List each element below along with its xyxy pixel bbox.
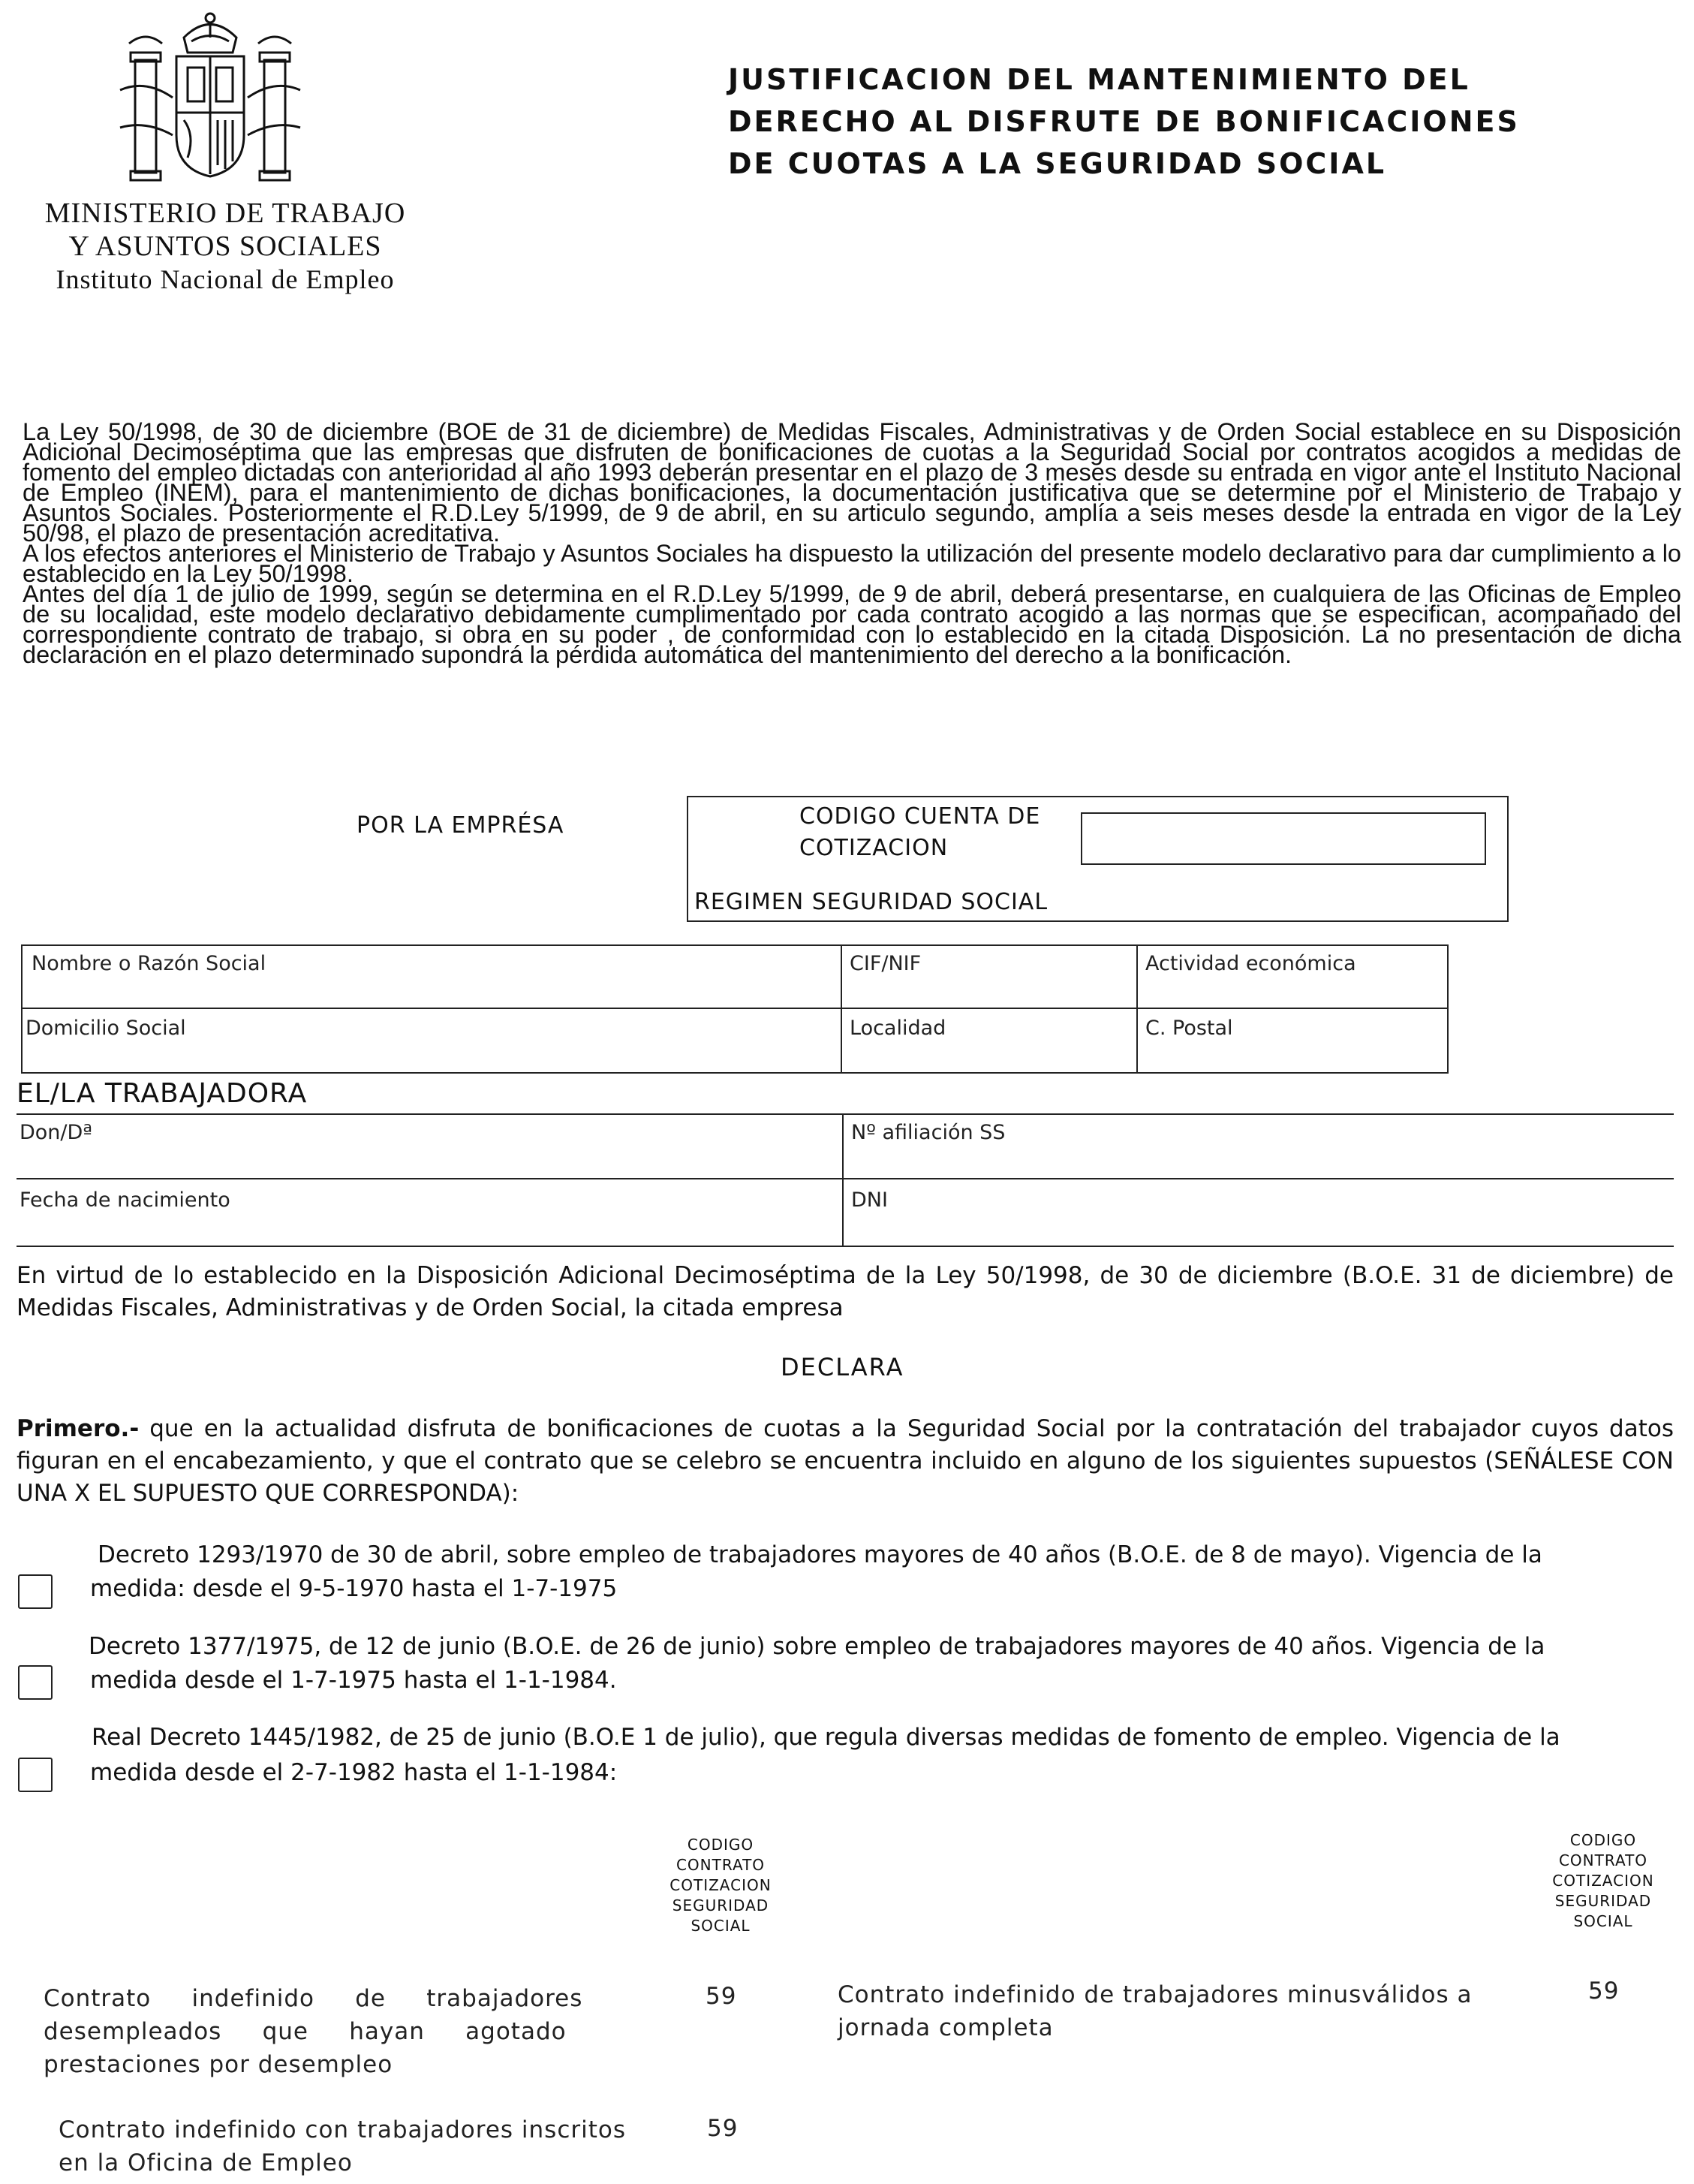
form-title-line-2: DERECHO AL DISFRUTE DE BONIFICACIONES xyxy=(728,105,1520,138)
primero-label: Primero.- xyxy=(17,1415,140,1442)
code-header-line: SOCIAL xyxy=(1573,1912,1633,1930)
don-label: Don/Dª xyxy=(20,1121,93,1144)
option-1975-line-1: Decreto 1377/1975, de 12 de junio (B.O.E. de 26 de junio) sobre empleo de trabajadores mayores de 40 años. Vigencia de la xyxy=(89,1633,1545,1660)
dni-label: DNI xyxy=(851,1188,888,1212)
code-header-line: CONTRATO xyxy=(1558,1851,1648,1869)
institute-name: Instituto Nacional de Empleo xyxy=(56,264,395,294)
actividad-field[interactable] xyxy=(1139,975,1446,1006)
intro-paragraph-2: A los efectos anteriores el Ministerio de Trabajo y Asuntos Sociales ha dispuesto la utilización del presente modelo declarativo para dar cumplimiento a lo establecido en la Ley 50/1998. xyxy=(23,540,1681,587)
domicilio-field[interactable] xyxy=(23,1039,839,1071)
contract-line: desempleados que hayan agotado xyxy=(44,2018,567,2045)
contract-line: jornada completa xyxy=(838,2014,1054,2041)
contract-line: Contrato indefinido de trabajadores minusválidos a xyxy=(838,1981,1473,2008)
option-1975-line-2: medida desde el 1-7-1975 hasta el 1-1-1984. xyxy=(90,1667,617,1694)
fecha-nacimiento-field[interactable] xyxy=(18,1212,841,1244)
option-1970-line-1: Decreto 1293/1970 de 30 de abril, sobre empleo de trabajadores mayores de 40 años (B.O.E. de 8 de mayo). Vigencia de la xyxy=(98,1541,1542,1568)
nombre-field[interactable] xyxy=(23,975,839,1006)
dni-field[interactable] xyxy=(845,1212,1671,1244)
fecha-nacimiento-label: Fecha de nacimiento xyxy=(20,1188,230,1212)
primero-text: que en la actualidad disfruta de bonificaciones de cuotas a la Seguridad Social por la contratación del trabajador cuyos datos figuran en el encabezamiento, y que el contrato que se celebro se encuentra incluido en alguno de los siguientes supuestos (SEÑÁLESE CON UNA X EL SUPUESTO QUE CORRESPONDA): xyxy=(17,1415,1674,1507)
contract-code-minusvalidos: 59 xyxy=(1588,1978,1620,2005)
code-header-line: CODIGO xyxy=(1569,1831,1637,1849)
code-header-line: CODIGO xyxy=(687,1836,754,1854)
codigo-cuenta-input[interactable] xyxy=(1081,812,1486,865)
trabajador-heading: EL/LA TRABAJADORA xyxy=(17,1078,308,1109)
form-title-line-1: JUSTIFICACION DEL MANTENIMIENTO DEL xyxy=(728,63,1470,96)
code-header-line: SEGURIDAD xyxy=(672,1896,769,1914)
option-checkbox-1982[interactable] xyxy=(18,1758,53,1792)
company-table xyxy=(21,944,1449,1074)
ministry-name-line-2: Y ASUNTOS SOCIALES xyxy=(68,230,382,262)
codigo-cuenta-label: CODIGO CUENTA DE xyxy=(799,803,1041,830)
intro-paragraph-1: La Ley 50/1998, de 30 de diciembre (BOE de 31 de diciembre) de Medidas Fiscales, Administrativas y de Orden Social establece en su Disposición Adicional Decimoséptima que las empresas que disfruten de bonificaciones de cuotas a la Seguridad Social por contratos acogidos a medidas de fomento del empleo dictadas con anterioridad al año 1993 deberán presentar en el plazo de 3 meses desde su entrada en vigor ante el Instituto Nacional de Empleo (INEM), para el mantenimiento de dichas bonificaciones, la documentación justificativa que se determine por el Ministerio de Trabajo y Asuntos Sociales. Posteriormente el R.D.Ley 5/1999, de 9 de abril, en su articulo segundo, amplía a seis meses desde la entrada en vigor de la Ley 50/98, el plazo de presentación acreditativa. xyxy=(23,418,1681,547)
code-header-line: SOCIAL xyxy=(691,1917,751,1935)
intro-text xyxy=(23,418,1681,668)
option-1982-line-2: medida desde el 2-7-1982 hasta el 1-1-1984: xyxy=(90,1759,618,1786)
contract-minusvalidos xyxy=(838,1978,1543,2044)
contract-code-inscritos: 59 xyxy=(707,2115,739,2142)
worker-table xyxy=(17,1113,1674,1249)
afiliacion-label: Nº afiliación SS xyxy=(851,1121,1006,1144)
localidad-field[interactable] xyxy=(844,1039,1135,1071)
option-checkbox-1975[interactable] xyxy=(18,1665,53,1700)
nombre-label: Nombre o Razón Social xyxy=(32,952,266,975)
code-header-line: CONTRATO xyxy=(675,1856,766,1874)
contract-line: Contrato indefinido con trabajadores inscritos xyxy=(59,2116,626,2143)
option-1970-line-2: medida: desde el 9-5-1970 hasta el 1-7-1975 xyxy=(90,1575,618,1602)
code-column-header-right xyxy=(1528,1830,1678,1932)
spanish-coat-of-arms-icon xyxy=(113,8,308,195)
cotizacion-label: COTIZACION xyxy=(799,835,949,861)
contract-line: Contrato indefinido de trabajadores xyxy=(44,1985,583,2012)
actividad-label: Actividad económica xyxy=(1145,952,1356,975)
primero-paragraph xyxy=(17,1413,1674,1510)
cif-field[interactable] xyxy=(844,975,1135,1006)
por-la-empresa-label: POR LA EMPRÉSA xyxy=(357,812,564,839)
intro-paragraph-3: Antes del día 1 de julio de 1999, según se determina en el R.D.Ley 5/1999, de 9 de abril, deberá presentarse, en cualquiera de las Oficinas de Empleo de su localidad, este modelo declarativo debidamente cumplimentado por cada contrato acogido a las normas que se especifican, acompañado del correspondiente contrato de trabajo, si obra en su poder , de conformidad con lo establecido en la citada Disposición. La no presentación de dicha declaración en el plazo determinado supondrá la pérdida automática del mantenimiento del derecho a la bonificación. xyxy=(23,580,1681,668)
code-header-line: COTIZACION xyxy=(669,1876,772,1894)
contract-desempleados xyxy=(44,1982,644,2081)
form-title-line-3: DE CUOTAS A LA SEGURIDAD SOCIAL xyxy=(728,147,1387,180)
domicilio-label: Domicilio Social xyxy=(26,1017,186,1040)
cpostal-label: C. Postal xyxy=(1145,1017,1233,1040)
contract-line: prestaciones por desempleo xyxy=(44,2051,393,2078)
option-1982-line-1: Real Decreto 1445/1982, de 25 de junio (B.O.E 1 de julio), que regula diversas medidas de fomento de empleo. Vigencia de la xyxy=(92,1724,1560,1751)
ministry-name-line-1: MINISTERIO DE TRABAJO xyxy=(44,197,406,229)
declara-heading: DECLARA xyxy=(781,1353,904,1381)
regimen-label: REGIMEN SEGURIDAD SOCIAL xyxy=(694,889,1049,915)
option-checkbox-1970[interactable] xyxy=(18,1574,53,1609)
cpostal-field[interactable] xyxy=(1139,1039,1446,1071)
contract-line: en la Oficina de Empleo xyxy=(59,2149,353,2176)
don-field[interactable] xyxy=(18,1145,841,1176)
code-header-line: SEGURIDAD xyxy=(1554,1892,1652,1910)
code-header-line: COTIZACION xyxy=(1552,1872,1654,1890)
code-column-header-left xyxy=(645,1835,796,1936)
cif-label: CIF/NIF xyxy=(850,952,922,975)
contract-inscritos xyxy=(59,2113,674,2179)
virtud-paragraph: En virtud de lo establecido en la Disposición Adicional Decimoséptima de la Ley 50/1998, de 30 de diciembre (B.O.E. 31 de diciembre) de Medidas Fiscales, Administrativas y de Orden Social, la citada empresa xyxy=(17,1262,1674,1321)
localidad-label: Localidad xyxy=(850,1017,946,1040)
afiliacion-field[interactable] xyxy=(845,1145,1671,1176)
contract-code-desempleados: 59 xyxy=(706,1983,737,2010)
